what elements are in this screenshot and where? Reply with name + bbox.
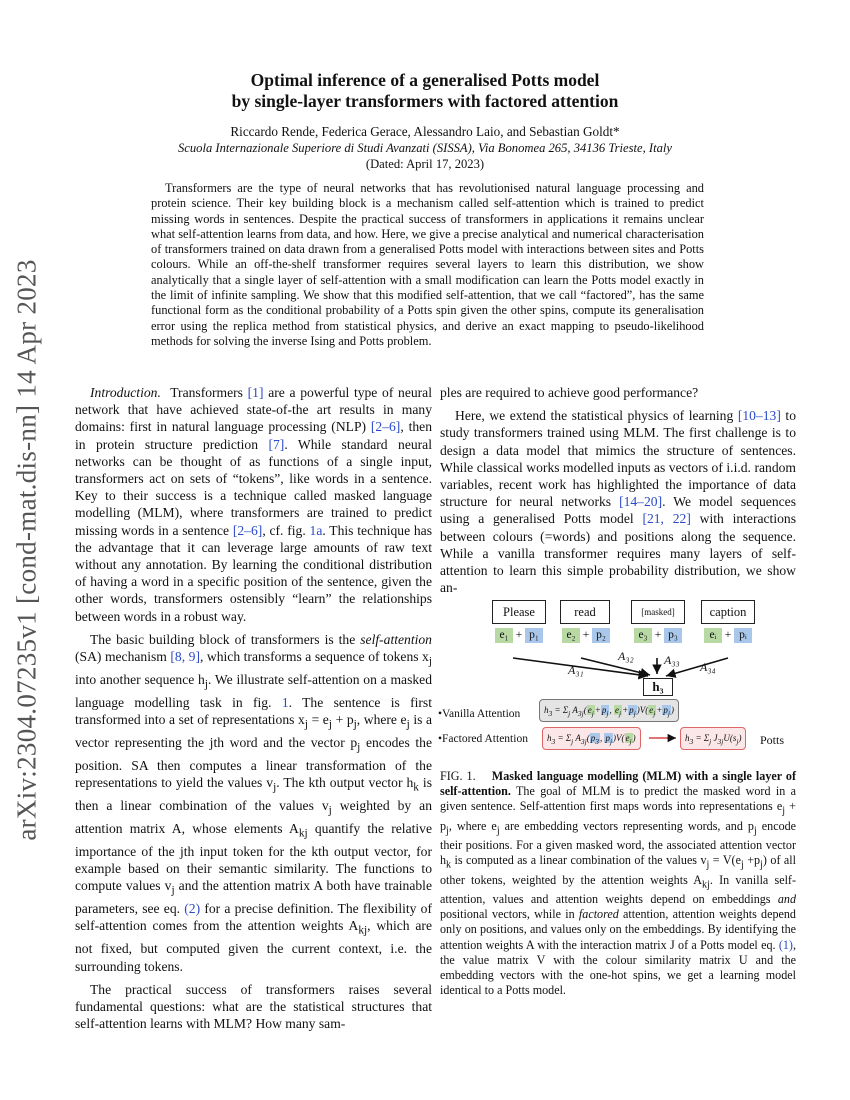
abstract: Transformers are the type of neural networks that has revolutionised natural language processing and protein science. Their key building block is a mechanism called self-attention which is trained to predict missing words in sentences. Despite the practical success of transformers in applications it remains unclear what self-attention learns from data, and how. Here, we give a precise analytical and numerical characterisation of transformers trained on data drawn from a generalised Potts model with interactions between sites and Potts colours. While an off-the-shelf transformer requires several layers to learn this distribution, we show analytically that a single layer of self-attention with a small modification can learn the Potts model exactly in the limit of infinite sampling. We show that this modified self-attention, that we call “factored”, has the same functional form as the conditional probability of a Potts spin given the other spins, compute its generalisation error using the replica method from statistical physics, and derive an exact mapping to pseudo-likelihood methods for solving the inverse Ising and Potts problem.	[151, 181, 704, 348]
citation-link[interactable]: [8, 9]	[170, 649, 200, 665]
figure-caption: FIG. 1. Masked language modelling (MLM) with a single layer of self-attention. The goal of MLM is to predict the masked word in a given sentence. Self-attention first maps words into representations $e_j + p_j$, where $e_j$ are embedding vectors representing words, and $p_j$ encode their positions. For a given masked word, the associated attention vector $h_k$ is computed as a linear combination of the values $v_j = V(e_j +p_j)$ of all other tokens, weighted by the attention weights $A_{kj}$. In vanilla self-attention, values and attention weights depend on embeddings and positional vectors, while in factored attention, attention weights depend only on positions, and values only on the embeddings. By identifying the attention weights A with the interaction matrix J of a Potts model eq. (1), the value matrix V with the colour similarity matrix U and the embedding vectors with the one-hot spins, we get a learning model identical to a Potts model.	[440, 769, 797, 997]
position-token: p₂	[592, 628, 610, 643]
citation-link[interactable]: [21, 22]	[642, 511, 691, 527]
weight-label-a31: A₃₁	[568, 663, 584, 677]
plus-sign: +	[515, 629, 523, 641]
figure-link[interactable]: 1	[281, 694, 289, 710]
citation-link[interactable]: [2–6]	[370, 419, 401, 435]
paper-title: Optimal inference of a generalised Potts model by single-layer transformers with factored attention	[231, 70, 619, 111]
weight-label-a34: A₃₄	[700, 660, 716, 674]
word-box: read	[560, 600, 610, 624]
authors: Riccardo Rende, Federica Gerace, Alessandro Laio, and Sebastian Goldt*	[230, 124, 620, 139]
citation-link[interactable]: [1]	[247, 385, 264, 400]
word-box-masked: [masked]	[631, 600, 685, 624]
citation-link[interactable]: [10–13]	[737, 408, 781, 424]
extension-paragraph: Here, we extend the statistical physics of learning [10–13] to study transformers trained using MLM. The first challenge is to design a data model that mimics the structure of sentences. While classical works modelled inputs as vectors of i.i.d. random variables, recent work has highlighted the importance of data structure for neural networks [14–20]. We model sequences using a generalised Potts model [21, 22] with interactions between colours (=words) and positions along the sequence. While a vanilla transformer requires many layers of self-attention to learn this simple probability distribution, we show an-	[440, 408, 796, 596]
questions-paragraph: The practical success of transformers raises several fundamental questions: what are the statistical structures that self-attention learns with MLM? How many sam-	[75, 981, 432, 1032]
equation-link[interactable]: (2)	[184, 901, 201, 917]
embedding-token: e₃	[634, 628, 652, 643]
potts-formula: $h_3 = \Sigma_j$ $J_{3j}U(s_j)$	[680, 727, 746, 750]
weight-label-a32: A₃₂	[618, 649, 634, 663]
figure-1	[438, 605, 798, 752]
right-column	[440, 384, 796, 596]
position-token: pᵢ	[734, 628, 752, 643]
embedding-token: eᵢ	[704, 628, 722, 643]
intro-paragraph: Introduction. Transformers [1] are a powerful type of neural network that have achieved state-of-the art results in many domains: first in natural language processing (NLP) [2–6], then in protein structure prediction [7]. While standard neural networks can be thought of as functions of a single input, transformers act on sets of “tokens”, like words in a sentence. Key to their success is a technique called masked language modelling (MLM), where transformers are trained to predict missing words in a sentence [2–6], cf. fig. 1a. This technique has the advantage that it can leverage large amounts of raw text without any annotation. By learning the conditional distribution of having a word in a specific position of the sentence, given the other words, transformers ostensibly “learn” the relationships between words in a robust way.	[75, 385, 433, 624]
arxiv-side-stamp: arXiv:2304.07235v1 [cond-mat.dis-nn] 14 Apr 2023	[11, 259, 42, 841]
citation-link[interactable]: [14–20]	[619, 494, 663, 510]
word-box: Please	[492, 600, 546, 624]
figure-link[interactable]: 1a	[309, 522, 323, 538]
left-column	[75, 384, 432, 1032]
dated: (Dated: April 17, 2023)	[365, 157, 485, 171]
factored-attention-formula: $h_3 = \Sigma_j$ $A_{3j}(p_3$, $p_j)V(e_j)$	[542, 727, 641, 750]
weight-label-a33: A₃₃	[664, 653, 680, 667]
embedding-token: e₁	[495, 628, 513, 643]
position-token: p₁	[525, 628, 543, 643]
plus-sign: +	[724, 629, 732, 641]
output-h3-box: h₃	[643, 678, 673, 696]
vanilla-attention-formula: $h_3 = \Sigma_j$ $A_{3j}(e_j+p_j$, $e_j+p_j)V(e_j+p_j)$	[539, 699, 679, 722]
embedding-token: e₂	[562, 628, 580, 643]
factored-attention-label: •Factored Attention	[438, 733, 528, 745]
equation-link[interactable]: (1)	[778, 937, 793, 952]
plus-sign: +	[654, 629, 662, 641]
continued-text: ples are required to achieve good performance?	[440, 385, 699, 400]
potts-label: Potts	[760, 733, 785, 747]
citation-link[interactable]: [2–6]	[232, 522, 263, 538]
affiliation: Scuola Internazionale Superiore di Studi Avanzati (SISSA), Via Bonomea 265, 34136 Trieste, Italy	[177, 141, 672, 155]
position-token: p₃	[664, 628, 682, 643]
vanilla-attention-label: •Vanilla Attention	[438, 708, 521, 720]
citation-link[interactable]: [7]	[268, 436, 285, 452]
word-box: caption	[701, 600, 755, 624]
sa-paragraph: The basic building block of transformers is the self-attention (SA) mechanism [8, 9], which transforms a sequence of tokens $x_j$ into another sequence $h_j$. We illustrate self-attention on a masked language modelling task in fig. 1. The sentence is first transformed into a set of representations $x_j = e_j + p_j$, where $e_j$ is a vector representing the jth word and the vector $p_j$ encodes the position. SA then computes a linear transformation of the representations to yield the values $v_j$. The kth output vector $h_k$ is then a linear combination of the values $v_j$ weighted by an attention matrix A, whose elements $A_{kj}$ quantify the relative importance of the jth input token for the kth output vector, for example based on their semantic similarity. The functions to compute values $v_j$ and the attention matrix A both have trainable parameters, see eq. (2) for a precise definition. The flexibility of self-attention comes from the attention weights $A_{kj}$, which are not fixed, but computed given the current context, i.e. the surrounding tokens.	[75, 631, 433, 974]
plus-sign: +	[582, 629, 590, 641]
